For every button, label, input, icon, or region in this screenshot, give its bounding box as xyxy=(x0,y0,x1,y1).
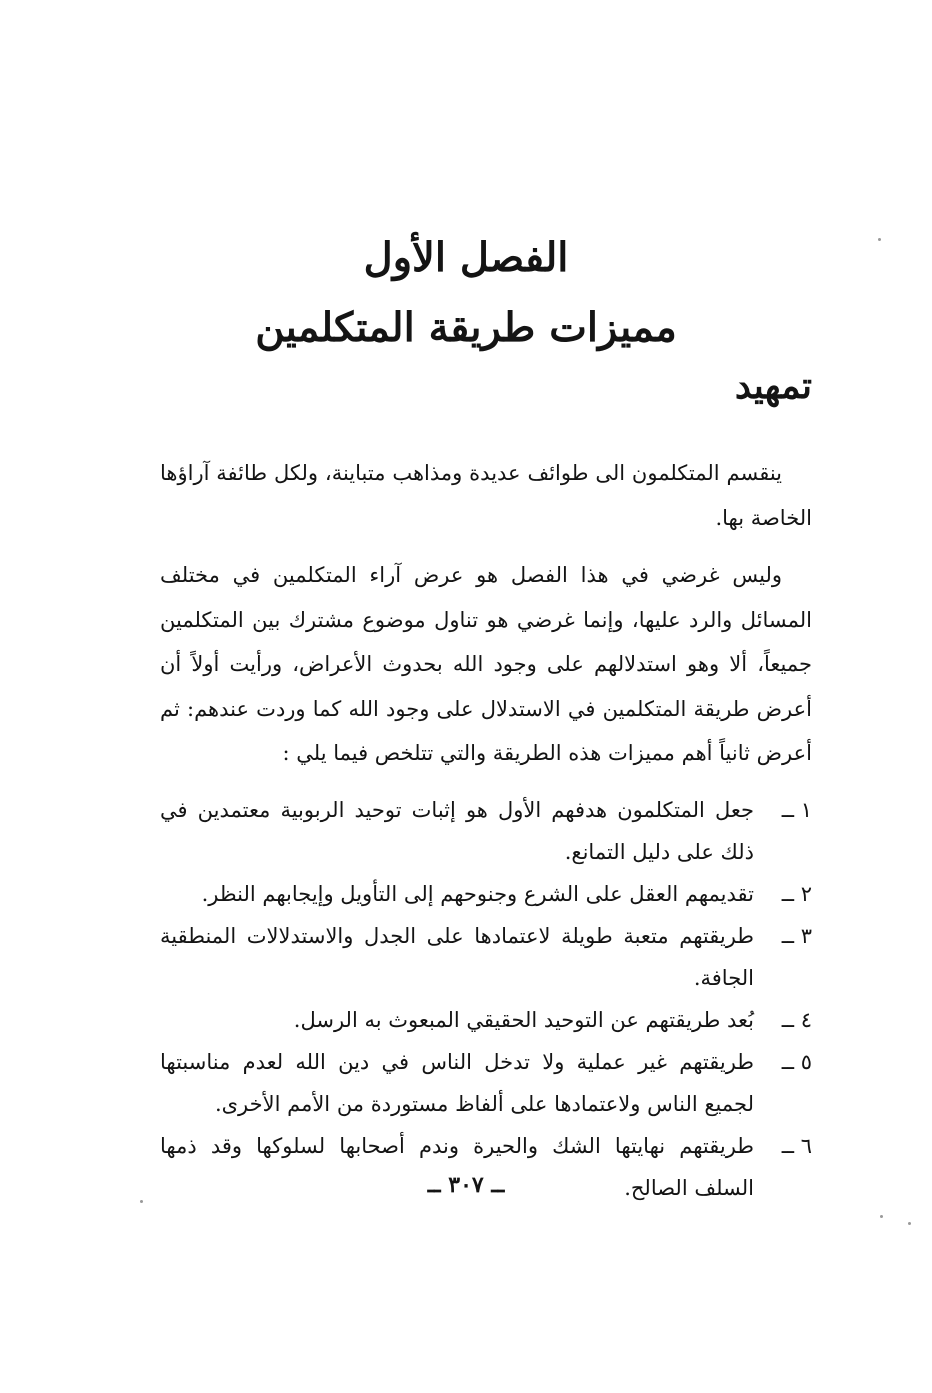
scan-speck xyxy=(878,238,881,241)
list-item-number: ٥ ــ xyxy=(781,1050,812,1074)
list-item-text: طريقتهم غير عملية ولا تدخل الناس في دين الله لعدم مناسبتها لجميع الناس ولاعتمادها على ألفاظ مستوردة من الأمم الأخرى. xyxy=(160,1050,754,1116)
list-item xyxy=(160,915,812,999)
list-item-number: ٢ ــ xyxy=(781,882,812,906)
list-item xyxy=(160,1041,812,1125)
list-item-text: جعل المتكلمون هدفهم الأول هو إثبات توحيد الربوبية معتمدين في ذلك على دليل التمانع. xyxy=(160,798,754,864)
list-item-text: بُعد طريقتهم عن التوحيد الحقيقي المبعوث به الرسل. xyxy=(293,1008,754,1032)
list-item-number: ٦ ــ xyxy=(781,1134,812,1158)
list-item xyxy=(160,789,812,873)
list-item-text: طريقتهم متعبة طويلة لاعتمادها على الجدل والاستدلالات المنطقية الجافة. xyxy=(160,924,754,990)
list-item-number: ٤ ــ xyxy=(781,1008,812,1032)
chapter-title: الفصل الأول xyxy=(363,234,569,281)
list-item-text: طريقتهم نهايتها الشك والحيرة وندم أصحابها لسلوكها وقد ذمها السلف الصالح. xyxy=(160,1134,754,1200)
scan-speck xyxy=(880,1215,883,1218)
features-list xyxy=(160,789,812,1209)
page-number: ــ ٣٠٧ ــ xyxy=(427,1172,505,1198)
paragraph-intro: ينقسم المتكلمون الى طوائف عديدة ومذاهب متباينة، ولكل طائفة آراؤها الخاصة بها. xyxy=(160,461,812,530)
chapter-subtitle: مميزات طريقة المتكلمين xyxy=(255,304,677,351)
section-heading: تمهيد xyxy=(734,365,812,407)
list-item xyxy=(160,873,812,915)
scan-speck xyxy=(140,1200,143,1203)
list-item-number: ١ ــ xyxy=(781,798,812,822)
list-item-text: تقديمهم العقل على الشرع وجنوحهم إلى التأويل وإيجابهم النظر. xyxy=(201,882,754,906)
list-item-number: ٣ ــ xyxy=(781,924,812,948)
paragraph-purpose: وليس غرضي في هذا الفصل هو عرض آراء المتكلمين في مختلف المسائل والرد عليها، وإنما غرضي هو تناول موضوع مشترك بين المتكلمين جميعاً، ألا وهو استدلالهم على وجود الله بحدوث الأعراض، ورأيت أولاً أن أعرض طريقة المتكلمين في الاستدلال على وجود الله كما وردت عندهم: ثم أعرض ثانياً أهم مميزات هذه الطريقة والتي تتلخص فيما يلي : xyxy=(160,563,812,765)
scan-speck xyxy=(908,1222,911,1225)
list-item xyxy=(160,999,812,1041)
